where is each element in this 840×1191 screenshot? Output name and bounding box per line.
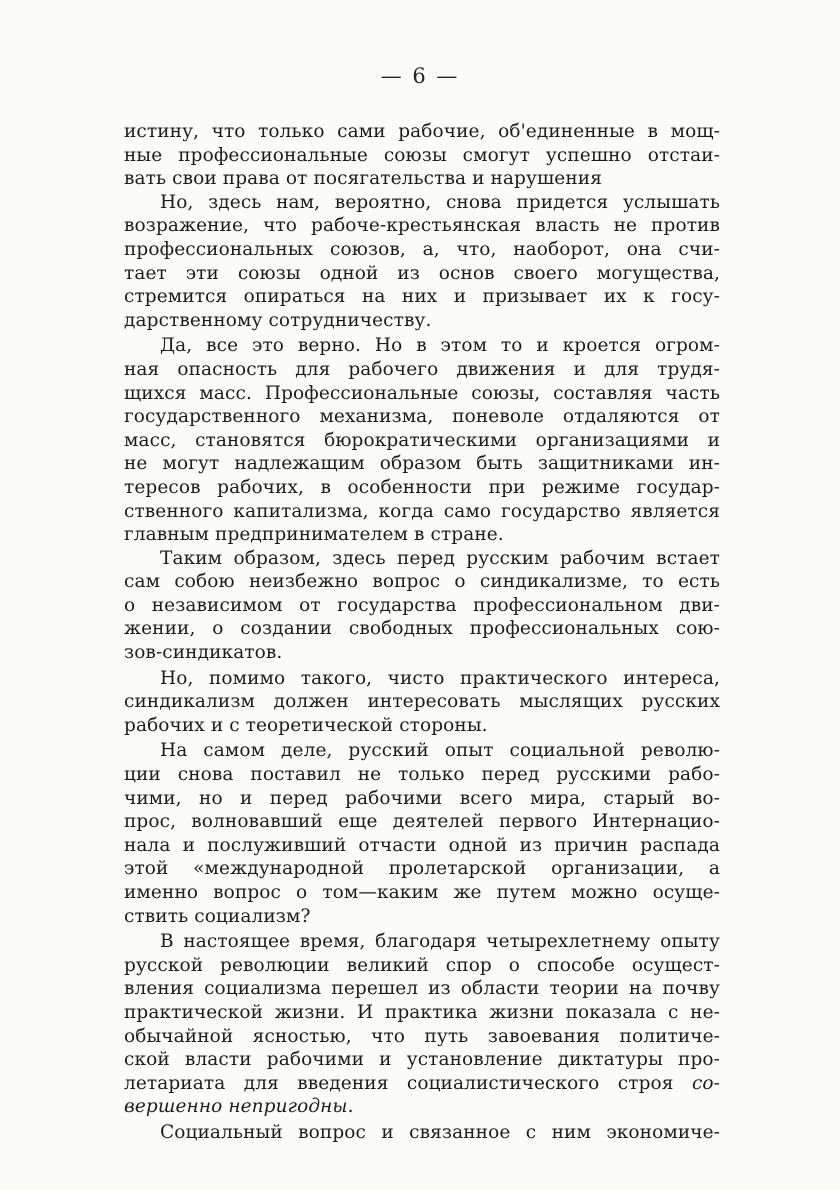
text-line: вления социализма перешел из области теории на почву: [124, 978, 720, 1000]
text-line: профессиональных союзов, а, что, наоборот, она счи-: [124, 238, 720, 260]
text-line: щихся масс. Профессиональные союзы, составляя часть: [124, 382, 720, 404]
text-line: государственного механизма, поневоле отдаляются от: [124, 406, 720, 428]
text-line: Таким образом, здесь перед русским рабочим встает: [160, 547, 720, 569]
text-line: нала и послуживший отчасти одной из причин распада: [124, 834, 720, 856]
paragraph-7: [124, 930, 720, 1119]
text-line: чими, но и перед рабочими всего мира, старый во-: [124, 787, 720, 809]
paragraph-1: [124, 120, 720, 191]
paragraph-8: [124, 1121, 720, 1145]
text-line: именно вопрос о том—каким же путем можно осуще-: [124, 882, 720, 903]
text-segment: летариата для введения социалистического строя: [124, 1072, 674, 1094]
text-line: ской власти рабочими и установление диктатуры про-: [124, 1049, 720, 1071]
text-line: синдикализм должен интересовать мыслящих русских: [124, 691, 720, 713]
italic-line: вершенно непригодны.: [124, 1096, 354, 1118]
text-line: вать свои права от посягательства и нарушения: [124, 168, 602, 190]
text-line: этой «международной пролетарской организации, а: [124, 858, 720, 880]
text-line: В настоящее время, благодаря четырехлетнему опыту: [160, 931, 720, 953]
paragraph-6: [124, 739, 720, 928]
text-line: сам собою неизбежно вопрос о синдикализме, то есть: [124, 571, 720, 593]
text-line: дарственному сотрудничеству.: [124, 309, 432, 331]
page-number: — 6 —: [380, 64, 460, 88]
text-line: главным предпринимателем в стране.: [124, 524, 504, 546]
text-line: Но, здесь нам, вероятно, снова придется услышать: [160, 191, 720, 213]
paragraph-2: [124, 191, 720, 333]
italic-segment: со-: [691, 1072, 720, 1094]
text-line: На самом деле, русский опыт социальной револю-: [160, 740, 720, 762]
text-line: ции снова поставил не только перед русскими рабо-: [124, 764, 720, 786]
text-line: русской революции великий спор о способе осущест-: [124, 954, 720, 976]
paragraph-3: [124, 334, 720, 546]
paragraph-5: [124, 667, 720, 738]
text-line-with-italic: [124, 1072, 720, 1096]
text-line: возражение, что рабоче-крестьянская власть не против: [124, 215, 720, 237]
text-line: рабочих и с теоретической стороны.: [124, 714, 488, 736]
paragraph-4: [124, 547, 720, 665]
text-line: ная опасность для рабочего движения и для трудя-: [124, 358, 720, 380]
text-line: зов-синдикатов.: [124, 642, 283, 664]
text-line: ствить социализм?: [124, 905, 311, 927]
text-line: Да, все это верно. Но в этом то и кроется огром-: [160, 335, 720, 357]
text-line: тает эти союзы одной из основ своего могущества,: [124, 262, 720, 284]
text-line: стремится опираться на них и призывает их к госу-: [124, 286, 720, 308]
text-line: ные профессиональные союзы смогут успешно отстаи-: [124, 144, 720, 166]
text-line: обычайной ясностью, что путь завоевания политиче-: [124, 1025, 720, 1047]
text-line: Социальный вопрос и связанное с ним экономиче-: [160, 1121, 720, 1143]
text-line: о независимом от государства профессиональном дви-: [124, 594, 720, 616]
text-line: Но, помимо такого, чисто практического интереса,: [160, 667, 720, 689]
text-line: практической жизни. И практика жизни показала с не-: [124, 1001, 720, 1023]
body-text: [124, 120, 720, 1145]
text-line: масс, становятся бюрократическими организациями и: [124, 429, 720, 451]
text-line: истину, что только сами рабочие, об'единенные в мощ-: [124, 121, 720, 142]
text-line: ственного капитализма, когда само государство является: [124, 500, 720, 522]
text-line: тересов рабочих, в особенности при режиме государ-: [124, 476, 720, 498]
text-line: не могут надлежащим образом быть защитниками ин-: [124, 453, 720, 475]
text-line: жении, о создании свободных профессиональных сою-: [124, 618, 720, 640]
text-line: прос, волновавший еще деятелей первого Интернацио-: [124, 811, 720, 833]
